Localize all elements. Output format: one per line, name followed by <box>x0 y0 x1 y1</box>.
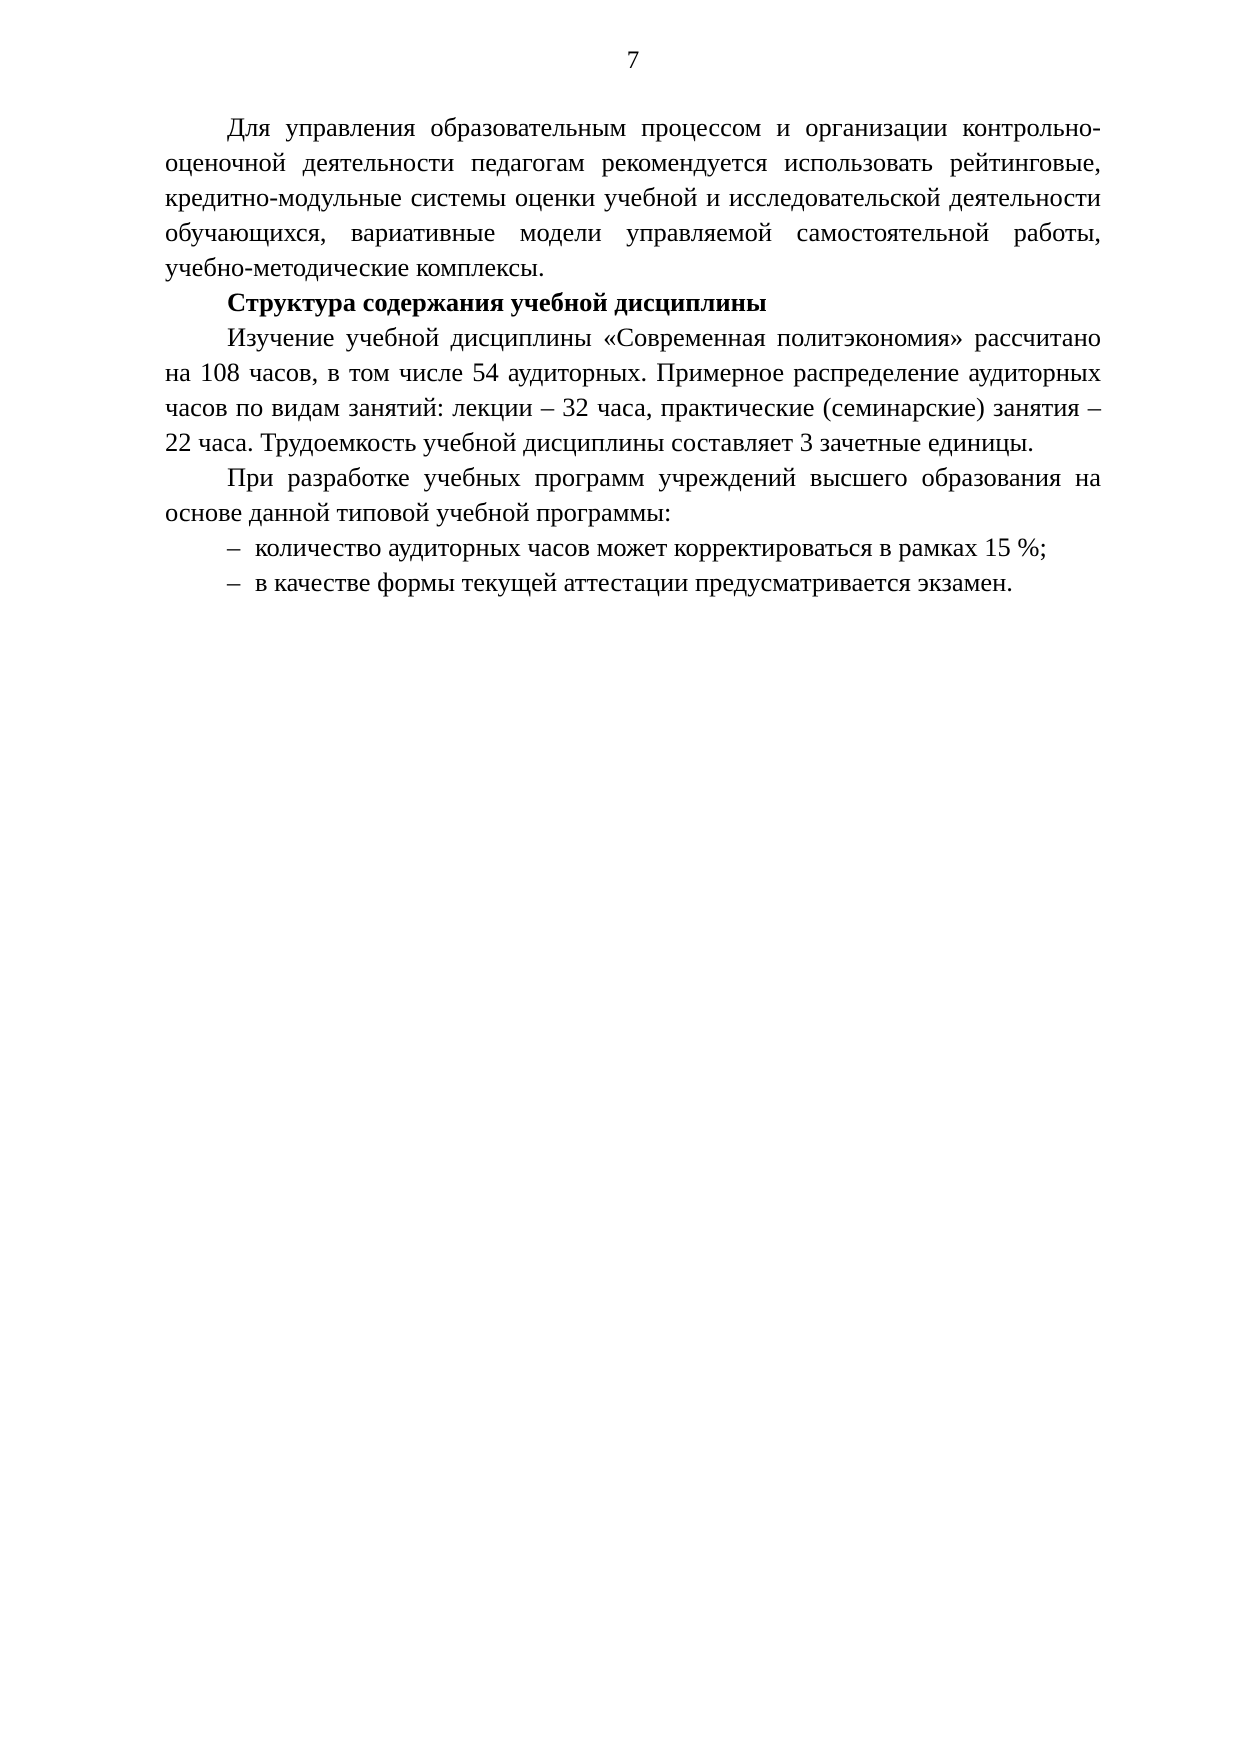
list-dash: – <box>227 531 241 562</box>
paragraph-development: При разработке учебных программ учреждений высшего образования на основе данной типовой учебной программы: <box>165 461 1101 527</box>
list-item <box>165 530 1101 565</box>
conditions-list <box>165 530 1101 600</box>
list-item-text: в качестве формы текущей аттестации предусматривается экзамен. <box>255 566 1013 597</box>
paragraph-study-hours: Изучение учебной дисциплины «Современная политэкономия» рассчитано на 108 часов, в том числе 54 аудиторных. Примерное распределение аудиторных часов по видам занятий: лекции – 32 часа, практические (семинарские) занятия – 22 часа. Трудоемкость учебной дисциплины составляет 3 зачетные единицы. <box>165 321 1101 457</box>
page-number: 7 <box>626 47 640 74</box>
list-dash: – <box>227 566 241 597</box>
paragraph-management: Для управления образовательным процессом и организации контрольно-оценочной деятельности педагогам рекомендуется использовать рейтинговые, кредитно-модульные системы оценки учебной и исследовательской деятельности обучающихся, вариативные модели управляемой самостоятельной работы, учебно-методические комплексы. <box>165 112 1101 282</box>
list-item <box>165 565 1101 600</box>
list-item-text: количество аудиторных часов может корректироваться в рамках 15 %; <box>255 531 1047 562</box>
section-heading: Структура содержания учебной дисциплины <box>227 286 767 317</box>
